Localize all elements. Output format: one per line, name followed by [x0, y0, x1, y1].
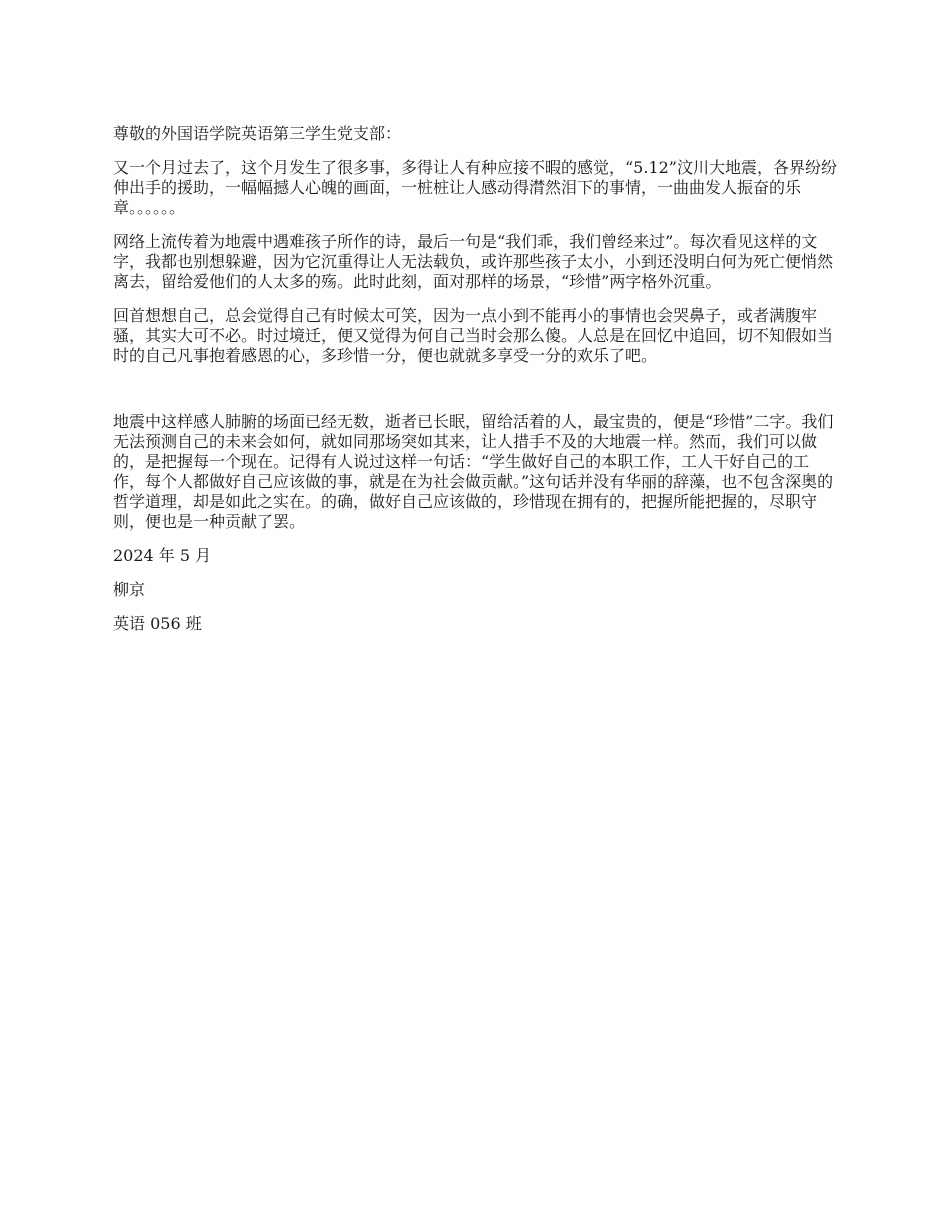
author-name: 柳京 [113, 580, 146, 599]
paragraph-4: 地震中这样感人肺腑的场面已经无数，逝者已长眠，留给活着的人，最宝贵的，便是“珍惜”二字。我们无法预测自己的未来会如何，就如同那场突如其来，让人措手不及的大地震一样。然而，我们可以做的，是把握每一个现在。记得有人说过这样一句话：“学生做好自己的本职工作，工人干好自己的工作，每个人都做好自己应该做的事，就是在为社会做贡献。”这句话并没有华丽的辞藻，也不包含深奥的哲学道理，却是如此之实在。的确，做好自己应该做的，珍惜现在拥有的，把握所能把握的，尽职守则，便也是一种贡献了罢。 [113, 412, 834, 531]
paragraph-3: 回首想想自己，总会觉得自己有时候太可笑，因为一点小到不能再小的事情也会哭鼻子，或者满腹牢骚，其实大可不必。时过境迁，便又觉得为何自己当时会那么傻。人总是在回忆中追回，切不知假如当时的自己凡事抱着感恩的心，多珍惜一分，便也就就多享受一分的欢乐了吧。 [113, 306, 834, 365]
blank-spacer [113, 380, 839, 412]
salutation: 尊敬的外国语学院英语第三学生党支部： [113, 124, 402, 143]
paragraph-2: 网络上流传着为地震中遇难孩子所作的诗，最后一句是“我们乖，我们曾经来过”。每次看见这样的文字，我都也别想躲避，因为它沉重得让人无法载负，或许那些孩子太小，小到还没明白何为死亡便悄然离去，留给爱他们的人太多的殇。此时此刻，面对那样的场景，“珍惜”两字格外沉重。 [113, 232, 834, 291]
letter-document [113, 124, 839, 648]
date-line: 2024 年 5 月 [113, 546, 212, 565]
class-name: 英语 056 班 [113, 614, 202, 633]
paragraph-1: 又一个月过去了，这个月发生了很多事，多得让人有种应接不暇的感觉，“5.12”汶川大地震，各界纷纷伸出手的援助，一幅幅撼人心魄的画面，一桩桩让人感动得潸然泪下的事情，一曲曲发人振奋的乐章。。。。。。 [113, 158, 837, 217]
